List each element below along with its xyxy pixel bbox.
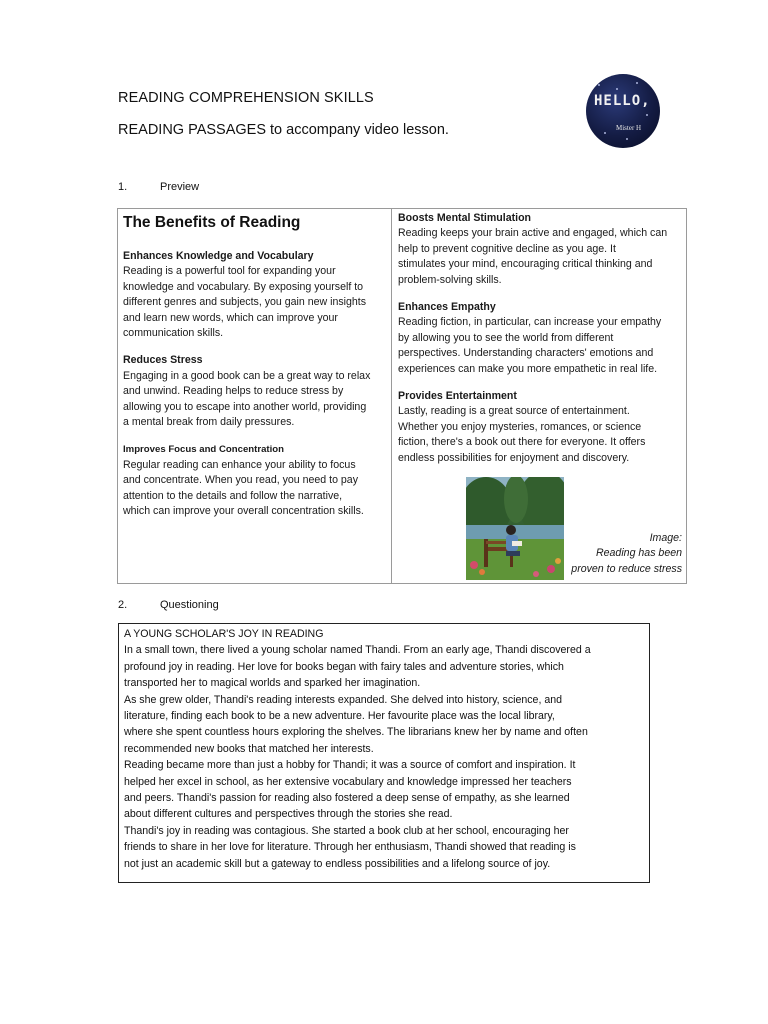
hello-logo xyxy=(586,74,660,148)
logo-name: Mister H xyxy=(616,124,642,132)
benefit-heading: Boosts Mental Stimulation xyxy=(398,212,532,224)
story-line: literature, finding each book to be a new adventure. Her favourite place was the local library, xyxy=(124,710,555,723)
text-line: Reading keeps your brain active and engaged, which can xyxy=(398,227,668,240)
table-divider xyxy=(391,209,392,583)
benefit-text xyxy=(123,369,385,431)
text-line: and unwind. Reading helps to reduce stress by xyxy=(123,385,344,398)
story-line: about different cultures and perspectives through the stories she read. xyxy=(124,808,453,821)
benefit-text xyxy=(398,404,684,466)
text-line: Engaging in a good book can be a great way to relax xyxy=(123,369,371,382)
story-line: helped her excel in school, as her extensive vocabulary and knowledge impressed her teachers xyxy=(124,775,572,788)
benefit-heading: Enhances Knowledge and Vocabulary xyxy=(123,250,314,262)
section-2-number: 2. xyxy=(118,599,128,611)
story-line: and peers. Thandi's passion for reading also fostered a deep sense of empathy, as she learned xyxy=(124,792,570,805)
document-subtitle: READING PASSAGES to accompany video lesson. xyxy=(118,122,449,138)
benefit-heading: Provides Entertainment xyxy=(398,390,517,403)
text-line: a mental break from daily pressures. xyxy=(123,416,295,429)
story-line: friends to share in her love for literature. Through her enthusiasm, Thandi showed that reading is xyxy=(124,841,576,854)
benefit-heading: Reduces Stress xyxy=(123,354,203,367)
text-line: allowing you to escape into another world, providing xyxy=(123,400,367,413)
text-line: and concentrate. When you read, you need to pay xyxy=(123,474,358,487)
text-line: Whether you enjoy mysteries, romances, or science xyxy=(398,420,642,433)
benefits-left-column xyxy=(123,213,385,520)
text-line: communication skills. xyxy=(123,327,224,340)
section-1-label: Preview xyxy=(160,181,200,193)
story-title: A YOUNG SCHOLAR'S JOY IN READING xyxy=(124,628,324,640)
story-text xyxy=(124,626,646,872)
text-line: Lastly, reading is a great source of entertainment. xyxy=(398,405,630,418)
image-caption xyxy=(571,531,682,577)
text-line: attention to the details and follow the narrative, xyxy=(123,489,343,502)
reading-scene-illustration xyxy=(466,477,564,580)
section-1-number: 1. xyxy=(118,181,128,193)
section-2-label: Questioning xyxy=(160,599,219,611)
benefits-title: The Benefits of Reading xyxy=(123,214,301,231)
text-line: Regular reading can enhance your ability to focus xyxy=(123,458,356,471)
caption-line: Image: xyxy=(649,532,682,544)
reading-on-bench-image xyxy=(466,477,564,580)
benefit-text xyxy=(123,458,385,520)
text-line: help to prevent cognitive decline as you age. It xyxy=(398,242,616,255)
caption-line: proven to reduce stress xyxy=(571,562,682,575)
text-line: stimulates your mind, encouraging critical thinking and xyxy=(398,258,653,271)
text-line: problem-solving skills. xyxy=(398,273,502,286)
benefit-text xyxy=(398,315,684,377)
story-line: As she grew older, Thandi's reading interests expanded. She delved into history, science, and xyxy=(124,693,563,706)
text-line: Reading fiction, in particular, can increase your empathy xyxy=(398,316,662,329)
story-line: not just an academic skill but a gateway to endless possibilities and a lifelong source of joy. xyxy=(124,857,551,870)
benefits-right-column xyxy=(398,211,684,466)
document-title: READING COMPREHENSION SKILLS xyxy=(118,90,374,106)
text-line: which can improve your overall concentration skills. xyxy=(123,505,364,518)
logo-word: HELLO, xyxy=(594,93,651,109)
story-line: In a small town, there lived a young scholar named Thandi. From an early age, Thandi discovered a xyxy=(124,644,591,657)
text-line: endless possibilities for enjoyment and discovery. xyxy=(398,451,630,464)
text-line: by allowing you to see the world from different xyxy=(398,331,614,344)
story-line: profound joy in reading. Her love for books began with fairy tales and adventure stories, which xyxy=(124,660,564,673)
benefits-table xyxy=(117,208,687,584)
benefit-heading: Enhances Empathy xyxy=(398,301,496,314)
story-line: transported her to magical worlds and sparked her imagination. xyxy=(124,677,421,690)
text-line: and learn new words, which can improve your xyxy=(123,311,338,324)
benefit-text xyxy=(398,226,684,288)
text-line: knowledge and vocabulary. By exposing yourself to xyxy=(123,280,364,293)
story-line: Reading became more than just a hobby for Thandi; it was a source of comfort and inspiration. It xyxy=(124,759,576,772)
text-line: experiences can make you more empathetic in real life. xyxy=(398,362,658,375)
story-line: recommended new books that matched her interests. xyxy=(124,742,374,755)
text-line: different genres and subjects, you gain new insights xyxy=(123,296,367,309)
story-line: Thandi's joy in reading was contagious. She started a book club at her school, encouraging her xyxy=(124,824,569,837)
text-line: fiction, there's a book out there for everyone. It offers xyxy=(398,436,646,449)
benefit-text xyxy=(123,264,385,341)
caption-line: Reading has been xyxy=(596,547,682,560)
benefit-heading: Improves Focus and Concentration xyxy=(123,444,284,456)
text-line: perspectives. Understanding characters' emotions and xyxy=(398,347,654,360)
story-box xyxy=(118,623,650,883)
text-line: Reading is a powerful tool for expanding your xyxy=(123,265,336,278)
story-line: where she spent countless hours exploring the shelves. The librarians knew her by name and often xyxy=(124,726,588,739)
